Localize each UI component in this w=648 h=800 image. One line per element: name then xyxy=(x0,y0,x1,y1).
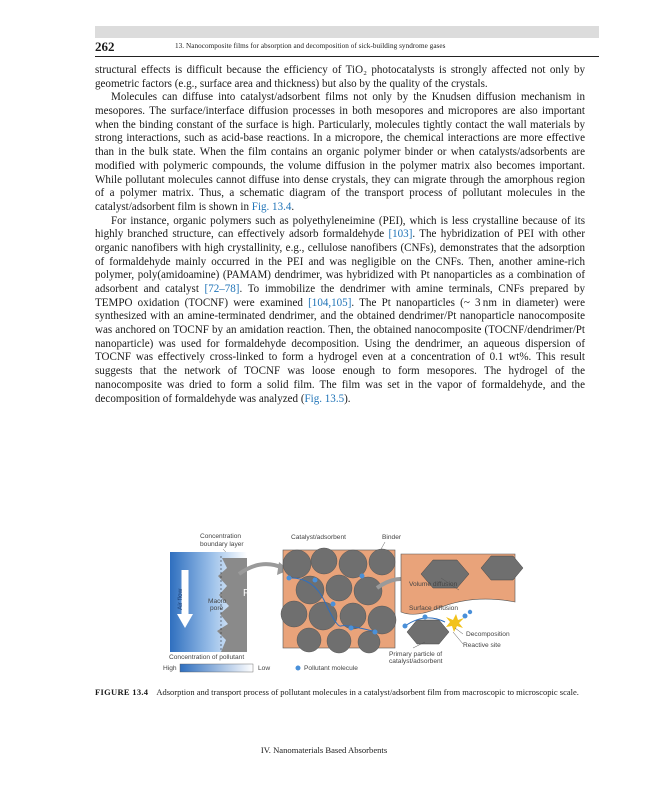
citation-72-78-link[interactable]: [72–78] xyxy=(204,283,240,295)
label-concentration-of-pollutant: Concentration of pollutant xyxy=(169,654,245,661)
chapter-title: 13. Nanocomposite films for absorption and decomposition of sick-building syndrome gases xyxy=(175,42,446,50)
decomposition-spark-icon xyxy=(446,614,464,632)
citation-104-105-link[interactable]: [104,105] xyxy=(308,296,352,309)
paragraph-2: Molecules can diffuse into catalyst/adsorbent films not only by the Knudsen diffusion mechanism in mesopores. The surface/interface diffusion processes in both mesopores and micropores are also important when the binding constant of the surface is high. Particularly, molecules tightly contact the wall materials by strong interactions, such as acid-base reactions. In a micropore, the chemical interactions are more effective than in the bulk state. When the film contains an organic polymer binder or when catalysts/adsorbents are modified with polymeric compounds, the volume diffusion in the polymer matrix also becomes important. While pollutant molecules cannot diffuse into dense crystals, they can migrate through the amorphous region of a polymer matrix. Thus, a schematic diagram of the transport process of pollutant molecules in the catalyst/adsorbent film is shown in Fig. 13.4. xyxy=(95,91,585,213)
figure-13-5-link[interactable]: Fig. 13.5 xyxy=(304,392,345,405)
body-text xyxy=(95,64,585,406)
page-number: 262 xyxy=(95,39,115,54)
label-surface-diffusion: Surface diffusion xyxy=(409,605,458,612)
label-binder: Binder xyxy=(382,534,402,541)
label-catalyst-adsorbent: Catalyst/adsorbent xyxy=(291,534,346,541)
label-high: High xyxy=(163,665,177,672)
label-volume-diffusion: Volume diffusion xyxy=(409,581,458,588)
paragraph-1: structural effects is difficult because the efficiency of TiO₂ photocatalysts is strongly affected not only by geometric factors (e.g., surface area and thickness) but also by the quality of the crystals. xyxy=(95,64,585,90)
label-film: Film xyxy=(243,588,262,599)
label-macro-pore-2: pore xyxy=(210,605,224,612)
caption-label: FIGURE 13.4 xyxy=(95,687,149,697)
transport-diagram xyxy=(163,528,535,676)
figure-13-4 xyxy=(163,528,535,676)
label-concentration-boundary-2: boundary layer xyxy=(200,541,244,548)
caption-text: Adsorption and transport process of pollutant molecules in a catalyst/adsorbent film from macroscopic to microscopic scale. xyxy=(156,687,579,697)
running-head xyxy=(95,38,599,57)
figure-caption xyxy=(95,687,585,698)
label-concentration-boundary-1: Concentration xyxy=(200,533,242,540)
pollutant-legend-dot xyxy=(296,666,301,671)
figure-13-4-link[interactable]: Fig. 13.4 xyxy=(251,200,292,213)
label-macro-pore-1: Macro xyxy=(208,598,227,605)
citation-103-link[interactable]: [103] xyxy=(388,228,413,241)
hex-particle-3 xyxy=(407,620,449,644)
label-primary-particle-1: Primary particle of xyxy=(389,651,443,658)
paragraph-3: For instance, organic polymers such as polyethyleneimine (PEI), which is less crystalline because of its highly branched structure, can effectively adsorb formaldehyde [103]. The hybridization of PEI with other organic nanofibers with high crystallinity, e.g., cellulose nanofibers (CNFs), demonstrates that the adsorption of formaldehyde mainly occurred in the PEI and was negligible on the CNFs. Then, another amine-rich polymer, poly(amidoamine) (PAMAM) dendrimer, was hybridized with Pt nanoparticles as a combination of adsorbent and catalyst [72–78]. To immobilize the dendrimer with amine terminals, CNFs prepared by TEMPO oxidation (TOCNF) were examined [104,105]. The Pt nanoparticles (~ 3 nm in diameter) were synthesized with an amine-terminated dendrimer, and the obtained dendrimer/Pt nanoparticle nanocomposite was anchored on TOCNF by an amidation reaction. Then, the obtained nanocomposite (TOCNF/dendrimer/Pt nanoparticle) was used for formaldehyde decomposition. Using the dendrimer, an aqueous dispersion of TOCNF was effectively cross-linked to form a hydrogel even at a concentration of 0.1 wt%. This result suggests that the network of TOCNF was loose enough to form mesopores. The hydrogel of the nanocomposite was dried to form a solid film. The film was set in the vapor of formaldehyde, and the decomposition of formaldehyde was analyzed (Fig. 13.5). xyxy=(95,214,586,405)
label-decomposition: Decomposition xyxy=(466,631,510,638)
label-low: Low xyxy=(258,665,271,672)
label-pollutant-molecule: Pollutant molecule xyxy=(304,665,358,672)
label-primary-particle-2: catalyst/adsorbent xyxy=(389,658,443,665)
label-air-flow: Air flow xyxy=(177,588,184,610)
footer: IV. Nanomaterials Based Absorbents xyxy=(260,745,388,755)
label-reactive-site: Reactive site xyxy=(463,642,501,649)
concentration-scale-bar xyxy=(180,664,253,672)
header-band xyxy=(95,26,599,38)
